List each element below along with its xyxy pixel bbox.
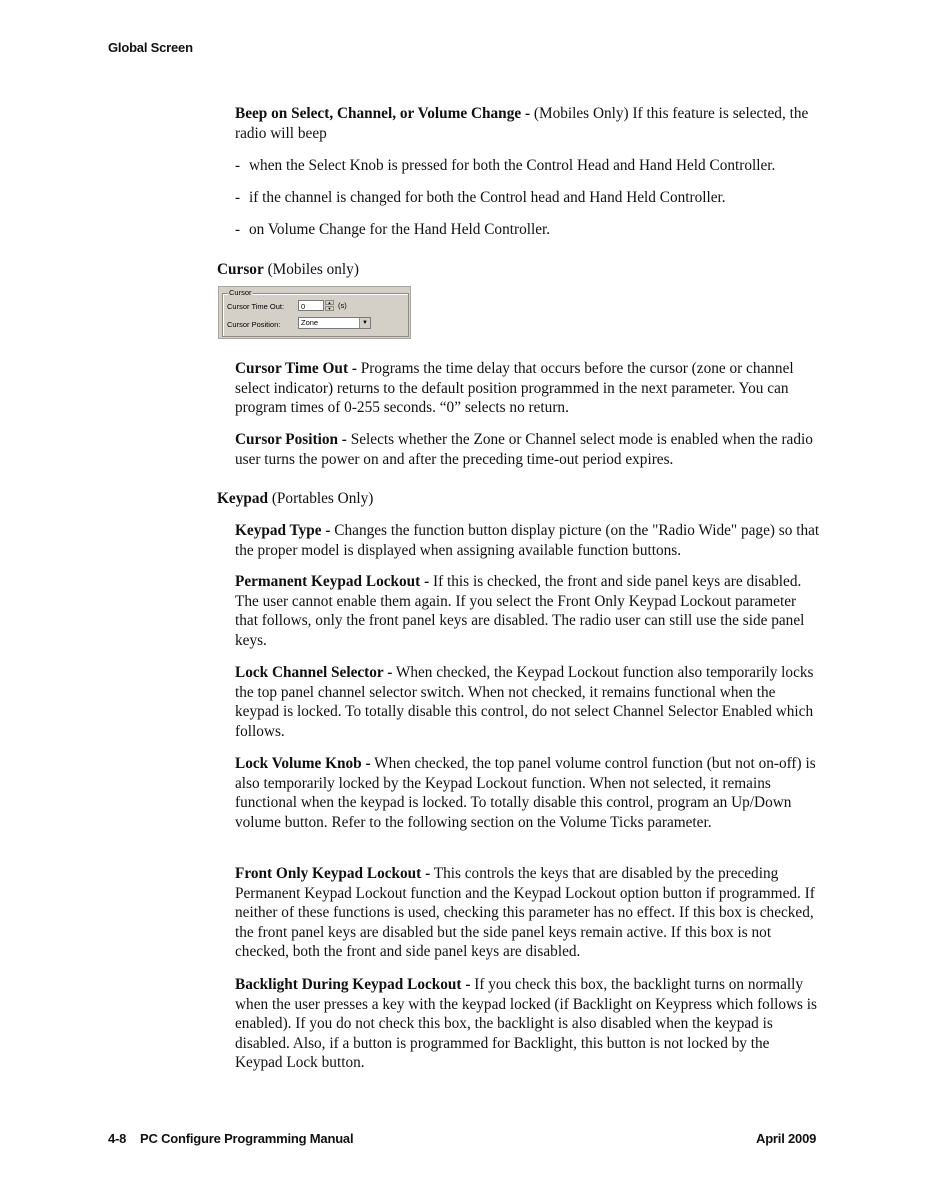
bullet-item: - if the channel is changed for both the Control head and Hand Held Controller. bbox=[235, 189, 726, 206]
bullet-item: - when the Select Knob is pressed for both the Control Head and Hand Held Controller. bbox=[235, 157, 776, 174]
term: Lock Channel Selector - bbox=[235, 664, 393, 681]
beep-text: (Mobiles Only) If this feature is selected, the radio will beep bbox=[235, 105, 809, 142]
term: Lock Volume Knob - bbox=[235, 755, 371, 772]
front-only-lockout-paragraph bbox=[235, 864, 820, 962]
cursor-position-paragraph bbox=[235, 430, 820, 469]
cursor-section-heading bbox=[217, 260, 359, 280]
term: Permanent Keypad Lockout - bbox=[235, 573, 430, 590]
lock-channel-selector-paragraph bbox=[235, 663, 820, 741]
cursor-position-select[interactable] bbox=[298, 317, 371, 329]
definition: When checked, the Keypad Lockout function also temporarily locks the top panel channel selector switch. When not checked, it remains functional when the keypad is locked. To totally disable this control, do not select Channel Selector Enabled which follows. bbox=[235, 664, 814, 740]
term: Keypad Type - bbox=[235, 522, 331, 539]
cursor-position-label: Cursor Position: bbox=[227, 320, 281, 329]
cursor-timeout-input[interactable]: 0 bbox=[298, 300, 324, 311]
definition: Changes the function button display picture (on the "Radio Wide" page) so that the proper model is displayed when assigning available function buttons. bbox=[235, 522, 820, 559]
cursor-settings-panel bbox=[218, 286, 411, 339]
keypad-type-paragraph bbox=[235, 521, 820, 560]
bullet-item: - on Volume Change for the Hand Held Controller. bbox=[235, 221, 551, 238]
section-title: Keypad bbox=[217, 490, 268, 507]
definition: Programs the time delay that occurs before the cursor (zone or channel select indicator) returns to the default position programmed in the next parameter. You can program times of 0-255 seconds. “0” selects no return. bbox=[235, 360, 794, 416]
permanent-lockout-paragraph bbox=[235, 572, 820, 650]
running-header: Global Screen bbox=[108, 40, 193, 55]
definition: If this is checked, the front and side panel keys are disabled. The user cannot enable them again. If you select the Front Only Keypad Lockout parameter that follows, only the front panel keys are disabled. The radio user can still use the side panel keys. bbox=[235, 573, 805, 649]
term: Cursor Time Out - bbox=[235, 360, 357, 377]
beep-heading: Beep on Select, Channel, or Volume Change - bbox=[235, 105, 531, 122]
spin-up-icon[interactable]: ▲ bbox=[325, 300, 334, 305]
cursor-timeout-label: Cursor Time Out: bbox=[227, 302, 285, 311]
bullet-text: when the Select Knob is pressed for both the Control Head and Hand Held Controller. bbox=[249, 157, 776, 174]
cursor-timeout-paragraph bbox=[235, 359, 820, 418]
section-qualifier: (Portables Only) bbox=[268, 490, 374, 507]
backlight-lockout-paragraph bbox=[235, 975, 820, 1073]
beep-paragraph bbox=[235, 104, 820, 143]
manual-title: PC Configure Programming Manual bbox=[140, 1131, 354, 1146]
keypad-section-heading bbox=[217, 489, 373, 509]
page-number: 4-8 bbox=[108, 1131, 127, 1146]
definition: This controls the keys that are disabled by the preceding Permanent Keypad Lockout function and the Keypad Lockout option button if programmed. If neither of these functions is used, checking this parameter has no effect. If this box is checked, the front panel keys are disabled but the side panel keys remain active. If this box is not checked, both the front and side panel keys are disabled. bbox=[235, 865, 815, 960]
term: Front Only Keypad Lockout - bbox=[235, 865, 431, 882]
timeout-unit-label: (s) bbox=[338, 301, 347, 310]
term: Cursor Position - bbox=[235, 431, 347, 448]
spin-down-icon[interactable]: ▼ bbox=[325, 306, 334, 311]
section-title: Cursor bbox=[217, 261, 264, 278]
bullet-text: on Volume Change for the Hand Held Controller. bbox=[249, 221, 551, 238]
section-qualifier: (Mobiles only) bbox=[263, 261, 359, 278]
definition: If you check this box, the backlight turns on normally when the user presses a key with the keypad locked (if Backlight on Keypress which follows is enabled). If you do not check this box, the backlight is also disabled when the keypad is disabled. Also, if a button is programmed for Backlight, this button is not locked by the Keypad Lock button. bbox=[235, 976, 817, 1071]
definition: When checked, the top panel volume control function (but not on-off) is also temporarily locked by the Keypad Lockout function. When not selected, it remains functional when the keypad is locked. To totally disable this control, program an Up/Down volume button. Refer to the following section on the Volume Ticks parameter. bbox=[235, 755, 816, 831]
publication-date: April 2009 bbox=[756, 1131, 817, 1146]
term: Backlight During Keypad Lockout - bbox=[235, 976, 471, 993]
cursor-timeout-spinner[interactable] bbox=[325, 300, 334, 311]
groupbox-legend: Cursor bbox=[229, 288, 252, 297]
chevron-down-icon[interactable]: ▼ bbox=[359, 318, 370, 328]
bullet-text: if the channel is changed for both the Control head and Hand Held Controller. bbox=[249, 189, 726, 206]
definition: Selects whether the Zone or Channel select mode is enabled when the radio user turns the power on and after the preceding time-out period expires. bbox=[235, 431, 813, 468]
cursor-position-value: Zone bbox=[301, 318, 319, 327]
lock-volume-knob-paragraph bbox=[235, 754, 820, 832]
cursor-groupbox bbox=[222, 288, 409, 337]
